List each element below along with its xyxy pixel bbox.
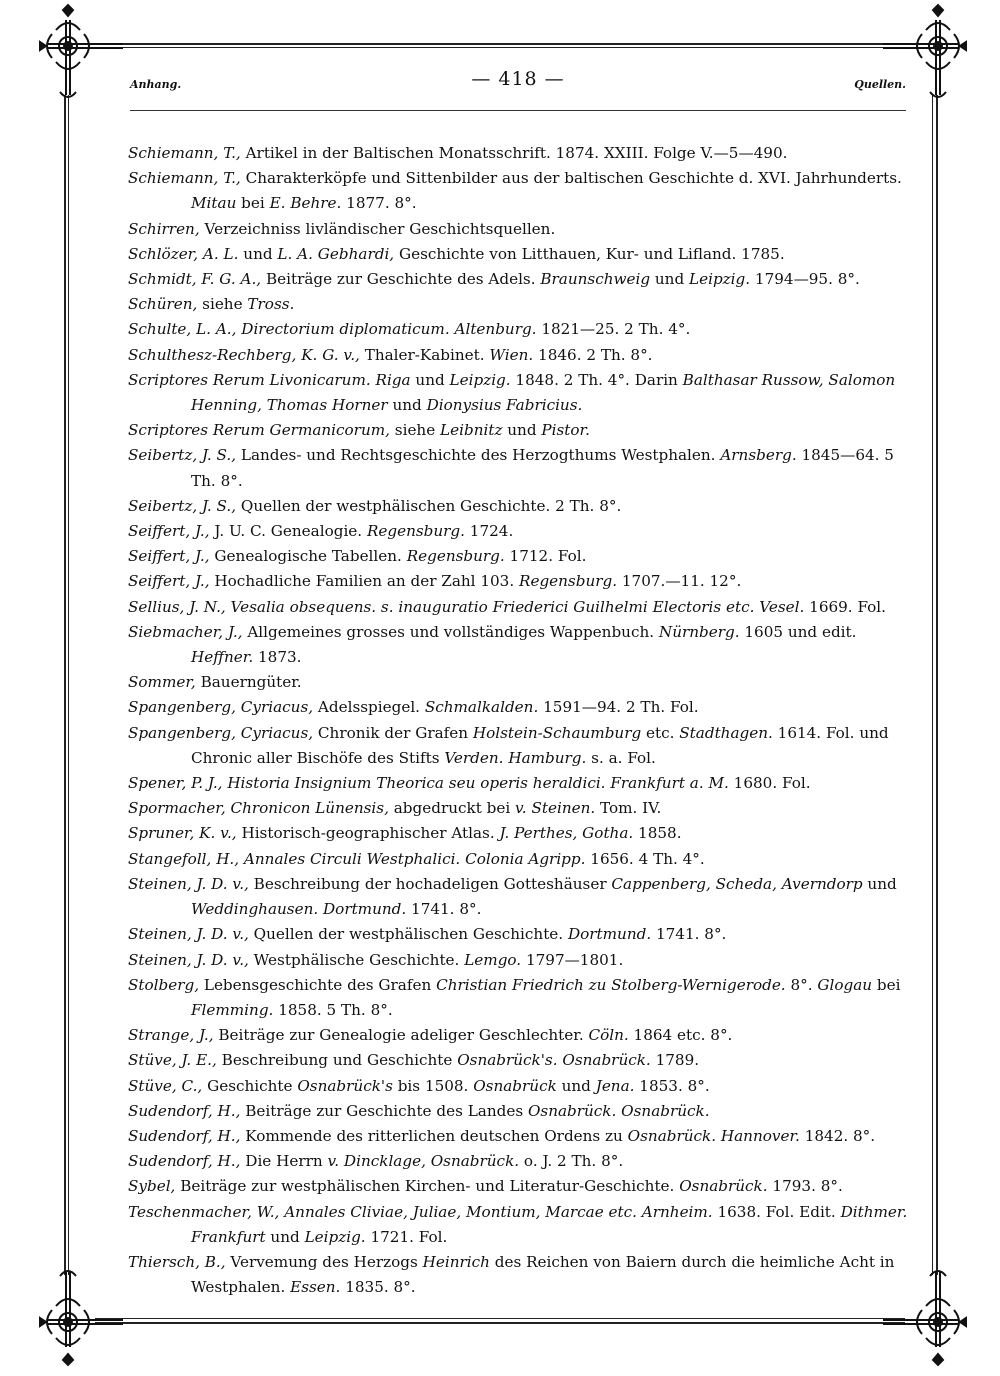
entry-text: 1848. 2 Th. 4°. Darin: [510, 370, 683, 389]
entry-text: des Reichen von Baiern durch die heimliche Acht in Westphalen.: [191, 1252, 895, 1297]
bibliography-list: [128, 141, 908, 1300]
bibliography-entry: [128, 821, 908, 846]
entry-text: 1741. 8°.: [406, 900, 482, 919]
entry-text: Beiträge zur Geschichte des Adels.: [261, 270, 541, 289]
entry-text: und: [238, 244, 278, 263]
bibliography-entry: [128, 620, 908, 670]
entry-italic-text: Sudendorf, H.,: [128, 1152, 241, 1171]
entry-italic-text: Verden. Hamburg.: [444, 748, 587, 767]
entry-text: und: [410, 370, 450, 389]
entry-italic-text: Regensburg.: [366, 522, 465, 541]
entry-italic-text: Holstein-Schaumburg: [472, 723, 642, 742]
entry-text: 1669. Fol.: [804, 597, 886, 616]
entry-italic-text: Spormacher, Chronicon Lünensis,: [128, 799, 389, 818]
entry-text: 1605 und edit.: [739, 622, 857, 641]
bibliography-entry: [128, 796, 908, 821]
entry-italic-text: Leibnitz: [440, 421, 503, 440]
header-rule: [130, 110, 906, 111]
corner-ornament-top-left-icon: [18, 0, 128, 110]
bibliography-entry: [128, 519, 908, 544]
entry-italic-text: Schlözer, A. L.: [128, 244, 239, 263]
entry-italic-text: Siebmacher, J.,: [128, 622, 243, 641]
entry-italic-text: Cöln.: [588, 1026, 629, 1045]
entry-italic-text: Schiemann, T.,: [128, 169, 241, 188]
frame-top-rule-inner: [95, 47, 905, 48]
entry-text: etc.: [641, 723, 680, 742]
entry-italic-text: J. Perthes, Gotha.: [499, 824, 634, 843]
entry-text: J. U. C. Genealogie.: [209, 522, 367, 541]
entry-italic-text: Weddinghausen. Dortmund.: [191, 900, 407, 919]
bibliography-entry: [128, 1200, 908, 1250]
entry-text: 1835. 8°.: [340, 1278, 416, 1297]
bibliography-entry: [128, 1174, 908, 1199]
entry-italic-text: Steinen, J. D. v.,: [128, 874, 249, 893]
entry-text: 1877. 8°.: [341, 194, 417, 213]
running-head: [130, 68, 906, 104]
entry-text: bei: [872, 975, 901, 994]
entry-text: 1741. 8°.: [651, 925, 727, 944]
bibliography-entry: [128, 141, 908, 166]
bibliography-entry: [128, 948, 908, 973]
entry-italic-text: Schulthesz-Rechberg, K. G. v.,: [128, 345, 360, 364]
entry-text: Genealogische Tabellen.: [209, 547, 407, 566]
entry-text: 1845—64. 5 Th. 8°.: [191, 446, 894, 490]
entry-italic-text: v. Dincklage, Osnabrück.: [327, 1152, 520, 1171]
entry-text: Geschichte von Litthauen, Kur- und Lifland. 1785.: [394, 244, 785, 263]
entry-italic-text: Strange, J.,: [128, 1026, 214, 1045]
entry-italic-text: Stüve, C.,: [128, 1076, 203, 1095]
entry-italic-text: Leipzig.: [689, 270, 751, 289]
bibliography-entry: [128, 569, 908, 594]
entry-text: Artikel in der Baltischen Monatsschrift. 1874. XXIII. Folge V.—5—490.: [240, 144, 788, 162]
entry-text: siehe: [389, 421, 441, 440]
entry-italic-text: Scriptores Rerum Germanicorum,: [128, 421, 390, 440]
entry-text: Tom. IV.: [595, 799, 662, 818]
frame-left-rule: [64, 95, 66, 1275]
bibliography-entry: [128, 695, 908, 720]
entry-italic-text: Sommer,: [128, 673, 196, 692]
entry-italic-text: Seibertz, J. S.,: [128, 496, 237, 515]
entry-italic-text: Dionysius Fabricius.: [426, 396, 583, 415]
bibliography-entry: [128, 267, 908, 292]
entry-text: 1789.: [650, 1051, 700, 1070]
entry-italic-text: Glogau: [817, 975, 873, 994]
entry-italic-text: Arnsberg.: [720, 446, 797, 465]
entry-text: 1614. Fol. und Chronic aller Bischöfe des Stifts: [191, 723, 889, 767]
entry-text: bei: [236, 194, 270, 213]
entry-text: Kommende des ritterlichen deutschen Ordens zu: [240, 1126, 628, 1145]
entry-italic-text: Flemming.: [191, 1000, 274, 1019]
entry-italic-text: Osnabrück. Hannover.: [627, 1126, 800, 1145]
entry-text: 8°.: [785, 975, 818, 994]
entry-italic-text: Tross.: [247, 295, 295, 314]
bibliography-entry: [128, 217, 908, 242]
entry-text: 1858. 5 Th. 8°.: [273, 1000, 393, 1019]
entry-text: bis 1508.: [392, 1076, 474, 1095]
entry-italic-text: Dithmer. Frankfurt: [191, 1202, 908, 1246]
bibliography-entry: [128, 771, 908, 796]
entry-italic-text: Osnabrück.: [679, 1177, 768, 1196]
entry-text: Quellen der westphälischen Geschichte. 2 Th. 8°.: [236, 496, 622, 515]
entry-italic-text: Teschenmacher, W., Annales Cliviae, Juliae, Montium, Marcae etc. Arnheim.: [128, 1202, 713, 1221]
bibliography-entry: [128, 343, 908, 368]
bibliography-entry: [128, 1250, 908, 1300]
entry-italic-text: Stangefoll, H., Annales Circuli Westphalici. Colonia Agripp.: [128, 849, 586, 868]
entry-text: Landes- und Rechtsgeschichte des Herzogthums Westphalen.: [236, 446, 721, 465]
entry-text: Charakterköpfe und Sittenbilder aus der baltischen Geschichte d. XVI. Jahrhunderts.: [240, 169, 902, 188]
entry-text: 1858.: [633, 824, 682, 843]
bibliography-entry: [128, 1048, 908, 1073]
entry-italic-text: Osnabrück's: [297, 1076, 393, 1095]
bibliography-entry: [128, 872, 908, 922]
entry-text: Geschichte: [202, 1076, 298, 1095]
entry-text: 1873.: [253, 648, 302, 667]
entry-italic-text: Leipzig.: [304, 1227, 366, 1246]
entry-text: 1853. 8°.: [634, 1076, 710, 1095]
bibliography-entry: [128, 847, 908, 872]
entry-italic-text: Mitau: [191, 194, 237, 213]
frame-right-rule-inner: [932, 95, 933, 1275]
entry-text: Quellen der westphälischen Geschichte.: [248, 925, 568, 944]
entry-italic-text: Dortmund.: [567, 925, 652, 944]
entry-text: 1707.—11. 12°.: [617, 572, 742, 591]
bibliography-entry: [128, 317, 908, 342]
entry-italic-text: Schmidt, F. G. A.,: [128, 270, 262, 289]
entry-text: Die Herrn: [240, 1152, 328, 1171]
bibliography-entry: [128, 1124, 908, 1149]
entry-italic-text: Spangenberg, Cyriacus,: [128, 698, 314, 717]
entry-italic-text: Osnabrück. Osnabrück.: [527, 1101, 710, 1120]
entry-italic-text: Steinen, J. D. v.,: [128, 925, 249, 944]
entry-text: Beiträge zur westphälischen Kirchen- und Literatur-Geschichte.: [175, 1177, 680, 1196]
bibliography-entry: [128, 1149, 908, 1174]
entry-italic-text: Schüren,: [128, 295, 198, 314]
entry-text: und: [556, 1076, 596, 1095]
entry-italic-text: Pistor.: [541, 421, 590, 440]
entry-text: o. J. 2 Th. 8°.: [519, 1152, 624, 1171]
entry-italic-text: Spruner, K. v.,: [128, 824, 237, 843]
entry-text: Beschreibung und Geschichte: [216, 1051, 458, 1070]
entry-italic-text: Schirren,: [128, 219, 200, 238]
bibliography-entry: [128, 544, 908, 569]
entry-text: und: [265, 1227, 305, 1246]
entry-text: 1721. Fol.: [365, 1227, 448, 1246]
entry-text: 1712. Fol.: [504, 547, 587, 566]
entry-italic-text: Sudendorf, H.,: [128, 1101, 241, 1120]
entry-text: und: [862, 874, 897, 893]
entry-italic-text: Essen.: [290, 1278, 341, 1297]
frame-top-rule: [95, 43, 905, 45]
entry-italic-text: Spangenberg, Cyriacus,: [128, 723, 314, 742]
entry-italic-text: Stadthagen.: [679, 723, 773, 742]
entry-italic-text: Seibertz, J. S.,: [128, 446, 237, 465]
entry-italic-text: Osnabrück's. Osnabrück.: [457, 1051, 651, 1070]
entry-text: Allgemeines grosses und vollständiges Wappenbuch.: [242, 622, 659, 641]
entry-italic-text: Jena.: [595, 1076, 635, 1095]
entry-italic-text: Schiemann, T.,: [128, 144, 241, 162]
bibliography-entry: [128, 670, 908, 695]
entry-italic-text: Spener, P. J., Historia Insignium Theorica seu operis heraldici. Frankfurt a. M.: [128, 774, 729, 793]
bibliography-entry: [128, 595, 908, 620]
entry-text: 1591—94. 2 Th. Fol.: [538, 698, 699, 717]
bibliography-entry: [128, 242, 908, 267]
bibliography-entry: [128, 1074, 908, 1099]
entry-text: Lebensgeschichte des Grafen: [199, 975, 437, 994]
entry-italic-text: Heinrich: [422, 1252, 490, 1271]
page-number: — 418 —: [471, 68, 565, 90]
entry-text: 1846. 2 Th. 8°.: [533, 345, 653, 364]
frame-bottom-rule-inner: [95, 1318, 905, 1319]
entry-text: Verzeichniss livländischer Geschichtsquellen.: [199, 219, 556, 238]
entry-text: und: [502, 421, 542, 440]
bibliography-entry: [128, 721, 908, 771]
entry-text: s. a. Fol.: [586, 748, 656, 767]
entry-italic-text: Regensburg.: [519, 572, 618, 591]
entry-italic-text: Seiffert, J.,: [128, 547, 210, 566]
bibliography-entry: [128, 368, 908, 418]
bibliography-entry: [128, 922, 908, 947]
entry-italic-text: Schulte, L. A., Directorium diplomaticum. Altenburg.: [128, 320, 537, 339]
entry-italic-text: Regensburg.: [406, 547, 505, 566]
running-head-right: Quellen.: [854, 78, 906, 91]
entry-italic-text: Christian Friedrich zu Stolberg-Wernigerode.: [436, 975, 786, 994]
frame-bottom-rule: [95, 1322, 905, 1324]
running-head-left: Anhang.: [130, 78, 182, 91]
bibliography-entry: [128, 1023, 908, 1048]
entry-text: 1724.: [464, 522, 514, 541]
entry-italic-text: Scriptores Rerum Livonicarum. Riga: [128, 370, 411, 389]
entry-text: Historisch-geographischer Atlas.: [236, 824, 500, 843]
entry-text: 1656. 4 Th. 4°.: [585, 849, 705, 868]
entry-italic-text: Stüve, J. E.,: [128, 1051, 217, 1070]
entry-text: Adelsspiegel.: [313, 698, 425, 717]
entry-italic-text: Balthasar Russow, Salomon Henning, Thomas Horner: [191, 370, 896, 415]
corner-ornament-bottom-left-icon: [18, 1262, 128, 1372]
entry-text: Westphälische Geschichte.: [248, 950, 465, 969]
frame-left-rule-inner: [68, 95, 69, 1275]
entry-text: 1821—25. 2 Th. 4°.: [536, 320, 691, 339]
entry-text: Chronik der Grafen: [313, 723, 473, 742]
entry-italic-text: E. Behre.: [269, 194, 342, 213]
entry-text: und: [650, 270, 690, 289]
entry-italic-text: Stolberg,: [128, 975, 200, 994]
entry-italic-text: Leipzig.: [449, 370, 511, 389]
entry-italic-text: Schmalkalden.: [424, 698, 539, 717]
entry-italic-text: Steinen, J. D. v.,: [128, 950, 249, 969]
bibliography-entry: [128, 418, 908, 443]
bibliography-entry: [128, 1099, 908, 1124]
entry-text: und: [387, 396, 427, 415]
entry-text: siehe: [197, 295, 248, 314]
entry-text: Bauerngüter.: [195, 673, 302, 692]
entry-italic-text: Lemgo.: [464, 950, 522, 969]
entry-italic-text: Sybel,: [128, 1177, 176, 1196]
entry-text: Beschreibung der hochadeligen Gotteshäuser: [248, 874, 612, 893]
entry-italic-text: Osnabrück: [473, 1076, 557, 1095]
frame-right-rule: [936, 95, 938, 1275]
bibliography-entry: [128, 494, 908, 519]
entry-italic-text: Sellius, J. N., Vesalia obsequens. s. inauguratio Friederici Guilhelmi Electoris etc. Vesel.: [128, 597, 805, 616]
entry-text: Thaler-Kabinet.: [359, 345, 490, 364]
entry-italic-text: Cappenberg, Scheda, Averndorp: [611, 874, 863, 893]
entry-text: 1797—1801.: [521, 950, 624, 969]
entry-text: Beiträge zur Genealogie adeliger Geschlechter.: [213, 1026, 589, 1045]
entry-text: 1793. 8°.: [767, 1177, 843, 1196]
entry-italic-text: Wien.: [489, 345, 534, 364]
entry-italic-text: v. Steinen.: [515, 799, 596, 818]
entry-text: Beiträge zur Geschichte des Landes: [240, 1101, 528, 1120]
entry-italic-text: Thiersch, B.,: [128, 1252, 226, 1271]
entry-text: 1638. Fol. Edit.: [712, 1202, 841, 1221]
entry-italic-text: Sudendorf, H.,: [128, 1126, 241, 1145]
entry-text: 1864 etc. 8°.: [628, 1026, 733, 1045]
entry-italic-text: Heffner.: [191, 648, 254, 667]
entry-text: 1680. Fol.: [728, 774, 811, 793]
entry-text: Hochadliche Familien an der Zahl 103.: [209, 572, 520, 591]
entry-italic-text: Seiffert, J.,: [128, 572, 210, 591]
entry-text: abgedruckt bei: [388, 799, 516, 818]
entry-italic-text: Seiffert, J.,: [128, 522, 210, 541]
bibliography-entry: [128, 973, 908, 1023]
entry-italic-text: L. A. Gebhardi,: [277, 244, 395, 263]
entry-text: Vervemung des Herzogs: [225, 1252, 423, 1271]
entry-text: 1842. 8°.: [799, 1126, 876, 1145]
bibliography-entry: [128, 292, 908, 317]
bibliography-entry: [128, 166, 908, 216]
entry-italic-text: Nürnberg.: [658, 622, 740, 641]
entry-italic-text: Braunschweig: [540, 270, 651, 289]
bibliography-entry: [128, 443, 908, 493]
entry-text: 1794—95. 8°.: [750, 270, 860, 289]
